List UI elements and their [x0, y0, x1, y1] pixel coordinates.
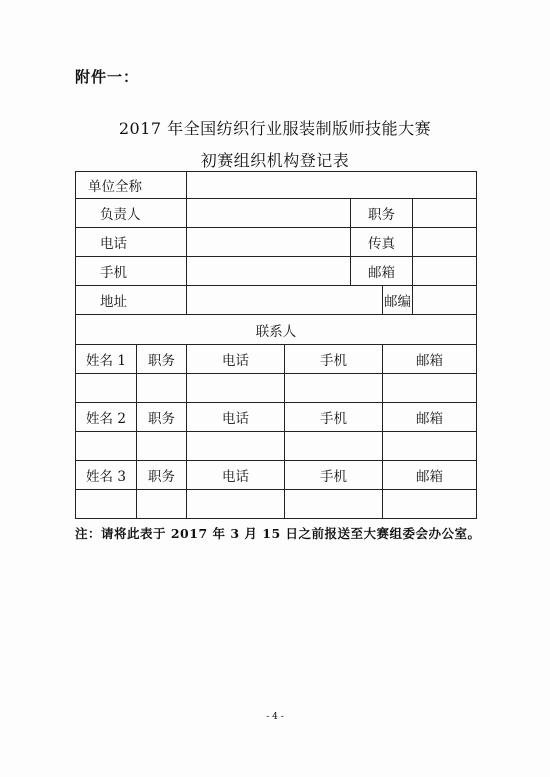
contact-2-position-label: 职务: [137, 403, 187, 432]
contact-3-header-row: [76, 461, 477, 490]
contact-2-email-value[interactable]: [383, 432, 477, 461]
unit-name-value[interactable]: [187, 172, 477, 199]
attachment-label: 附件一：: [75, 68, 140, 86]
email-label: 邮箱: [351, 257, 413, 286]
contact-2-header-row: [76, 403, 477, 432]
postcode-value[interactable]: [413, 286, 477, 315]
contact-2-name-value[interactable]: [76, 432, 137, 461]
contact-3-mobile-label: 手机: [285, 461, 383, 490]
contact-1-email-value[interactable]: [383, 374, 477, 403]
contact-3-phone-label: 电话: [187, 461, 285, 490]
position-value[interactable]: [413, 199, 477, 228]
row-mobile: [76, 257, 477, 286]
contact-2-value-row: [76, 432, 477, 461]
phone-label: 电话: [76, 228, 187, 257]
contact-1-email-label: 邮箱: [383, 345, 477, 374]
contact-3-mobile-value[interactable]: [285, 490, 383, 519]
submission-note: 注：请将此表于 2017 年 3 月 15 日之前报送至大赛组委会办公室。: [75, 526, 481, 541]
email-value[interactable]: [413, 257, 477, 286]
postcode-label: 邮编: [383, 286, 413, 315]
contact-3-email-value[interactable]: [383, 490, 477, 519]
contact-3-name-label: 姓名 3: [76, 461, 137, 490]
contact-3-phone-value[interactable]: [187, 490, 285, 519]
contact-3-position-label: 职务: [137, 461, 187, 490]
contact-1-mobile-label: 手机: [285, 345, 383, 374]
contact-2-name-label: 姓名 2: [76, 403, 137, 432]
contact-1-header-row: [76, 345, 477, 374]
contact-2-phone-value[interactable]: [187, 432, 285, 461]
person-in-charge-value[interactable]: [187, 199, 351, 228]
contact-2-email-label: 邮箱: [383, 403, 477, 432]
contact-1-value-row: [76, 374, 477, 403]
row-person-in-charge: [76, 199, 477, 228]
contact-1-phone-value[interactable]: [187, 374, 285, 403]
mobile-value[interactable]: [187, 257, 351, 286]
page-number: - 4 -: [266, 712, 284, 722]
contact-3-position-value[interactable]: [137, 490, 187, 519]
unit-name-label: 单位全称: [76, 172, 187, 199]
contacts-header: 联系人: [76, 315, 477, 345]
contact-3-email-label: 邮箱: [383, 461, 477, 490]
row-contacts-header: [76, 315, 477, 345]
contact-2-position-value[interactable]: [137, 432, 187, 461]
mobile-label: 手机: [76, 257, 187, 286]
row-phone: [76, 228, 477, 257]
contact-1-mobile-value[interactable]: [285, 374, 383, 403]
contact-1-name-label: 姓名 1: [76, 345, 137, 374]
phone-value[interactable]: [187, 228, 351, 257]
document-subtitle: 初赛组织机构登记表: [200, 151, 350, 170]
contact-2-phone-label: 电话: [187, 403, 285, 432]
row-unit-name: [76, 172, 477, 199]
document-title: 2017 年全国纺织行业服装制版师技能大赛: [118, 119, 432, 138]
contact-2-mobile-value[interactable]: [285, 432, 383, 461]
address-value[interactable]: [187, 286, 383, 315]
position-label: 职务: [351, 199, 413, 228]
contact-1-position-label: 职务: [137, 345, 187, 374]
registration-form-table: [75, 171, 477, 519]
person-in-charge-label: 负责人: [76, 199, 187, 228]
fax-value[interactable]: [413, 228, 477, 257]
contact-2-mobile-label: 手机: [285, 403, 383, 432]
address-label: 地址: [76, 286, 187, 315]
contact-1-phone-label: 电话: [187, 345, 285, 374]
row-address: [76, 286, 477, 315]
contact-1-position-value[interactable]: [137, 374, 187, 403]
contact-1-name-value[interactable]: [76, 374, 137, 403]
contact-3-value-row: [76, 490, 477, 519]
fax-label: 传真: [351, 228, 413, 257]
contact-3-name-value[interactable]: [76, 490, 137, 519]
